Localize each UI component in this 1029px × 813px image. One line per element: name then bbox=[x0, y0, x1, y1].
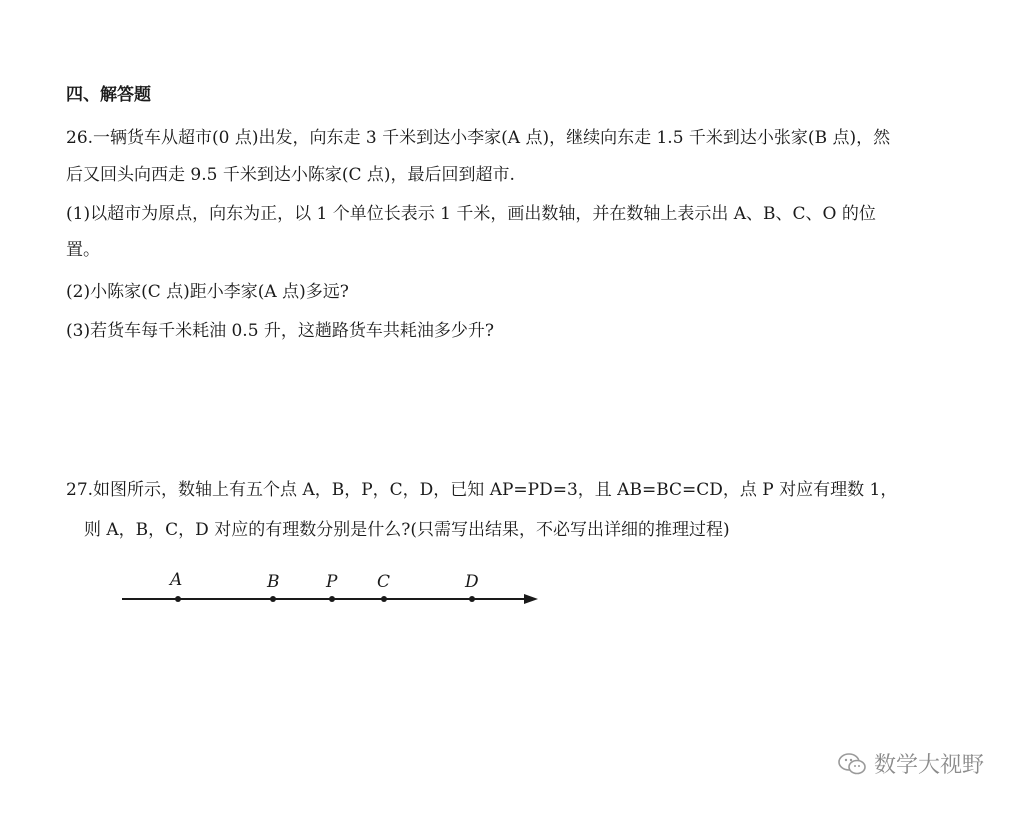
q27-text-line2: 则 A，B，C，D 对应的有理数分别是什么?(只需写出结果，不必写出详细的推理过程) bbox=[84, 520, 730, 540]
watermark bbox=[838, 748, 984, 779]
point-p-dot bbox=[329, 596, 335, 602]
wechat-icon bbox=[838, 752, 866, 776]
q26-part1-line2: 置。 bbox=[66, 240, 100, 260]
point-c-label: C bbox=[377, 572, 391, 592]
point-b-label: B bbox=[267, 572, 280, 592]
q27-text-line1: 27.如图所示，数轴上有五个点 A，B，P，C，D，已知 AP=PD=3，且 AB=BC=CD，点 P 对应有理数 1， bbox=[66, 480, 898, 500]
point-c-dot bbox=[381, 596, 387, 602]
section-title: 四、解答题 bbox=[66, 85, 151, 105]
point-b-dot bbox=[270, 596, 276, 602]
watermark-text: 数学大视野 bbox=[874, 753, 985, 778]
q26-part1-line1: (1)以超市为原点，向东为正，以 1 个单位长表示 1 千米，画出数轴，并在数轴上表示出 A、B、C、O 的位 bbox=[66, 204, 876, 224]
point-a-label: A bbox=[170, 570, 183, 590]
number-line-arrow-icon bbox=[524, 594, 538, 604]
point-p-label: P bbox=[326, 572, 338, 592]
q26-part2: (2)小陈家(C 点)距小李家(A 点)多远? bbox=[66, 282, 349, 302]
q26-part3: (3)若货车每千米耗油 0.5 升，这趟路货车共耗油多少升? bbox=[66, 321, 495, 341]
point-d-label: D bbox=[465, 572, 479, 592]
q26-text-line2: 后又回头向西走 9.5 千米到达小陈家(C 点)，最后回到超市. bbox=[66, 165, 515, 185]
point-d-dot bbox=[469, 596, 475, 602]
point-a-dot bbox=[175, 596, 181, 602]
number-line-figure bbox=[118, 565, 548, 615]
q26-text-line1: 26.一辆货车从超市(0 点)出发，向东走 3 千米到达小李家(A 点)，继续向东走 1.5 千米到达小张家(B 点)，然 bbox=[66, 128, 891, 148]
